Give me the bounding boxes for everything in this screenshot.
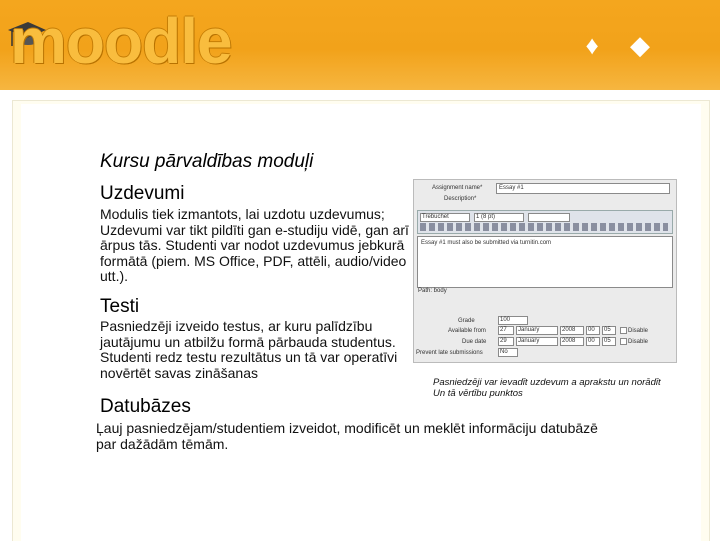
available-disable-label: Disable [628,328,649,334]
due-day-select[interactable]: 29 [498,337,514,346]
format-buttons-row[interactable] [420,223,668,231]
font-select[interactable]: Trebuchet [420,213,470,222]
moodle-logo: moodle [10,5,232,77]
due-year-select[interactable]: 2008 [560,337,584,346]
available-minute-select[interactable]: 05 [602,326,616,335]
due-disable-checkbox[interactable] [620,338,627,345]
editor-toolbar [417,210,673,234]
assignment-name-label: Assignment name* [432,185,483,191]
section-heading-assignments: Uzdevumi [100,183,185,204]
section-text-assignments: Modulis tiek izmantots, lai uzdotu uzdevumus; Uzdevumi var tikt pildīti gan e-studiju vidē, gan arī ārpus tās. Studenti var nodot uzdevumus jebkurā formātā (piem. MS Office, PDF, attēli, audio/video utt.). [100,206,409,284]
available-from-label: Available from [448,328,486,334]
due-date-label: Due date [462,339,487,345]
editor-path: Path: body [418,288,447,294]
due-hour-select[interactable]: 00 [586,337,600,346]
available-month-select[interactable]: January [516,326,558,335]
section-text-tests: Pasniedzēji izveido testus, ar kuru palīdzību jautājumu un atbilžu formā pārbauda studentus. Studenti redz testu rezultātus un tā var operatīvi novērtēt savas zināšanas [100,318,398,381]
section-text-databases: Ļauj pasniedzējam/studentiem izveidot, modificēt un meklēt informāciju datubāzē par dažādām tēmām. [96,420,598,452]
description-editor-area[interactable]: Essay #1 must also be submitted via turnitin.com [417,236,673,288]
available-hour-select[interactable]: 00 [586,326,600,335]
header-bar [0,0,720,90]
size-select[interactable]: 1 (8 pt) [474,213,524,222]
available-year-select[interactable]: 2008 [560,326,584,335]
assignment-name-input[interactable]: Essay #1 [496,183,670,194]
style-select[interactable] [528,213,570,222]
available-day-select[interactable]: 27 [498,326,514,335]
grade-select[interactable]: 100 [498,316,528,325]
prevent-late-select[interactable]: No [498,348,518,357]
caption-line-1: Pasniedzēji var ievadīt uzdevum a aprakstu un norādīt [433,377,661,388]
description-label: Description* [444,196,477,202]
slide-title: Kursu pārvaldības moduļi [100,151,314,172]
section-heading-tests: Testi [100,296,140,317]
slide-nav-glyphs: ♦ ◆ [585,30,662,60]
assignment-form-screenshot [413,179,677,363]
due-minute-select[interactable]: 05 [602,337,616,346]
prevent-late-label: Prevent late submissions [416,350,483,356]
grade-label: Grade [458,318,475,324]
due-month-select[interactable]: January [516,337,558,346]
available-disable-checkbox[interactable] [620,327,627,334]
section-heading-databases: Datubāzes [100,396,191,417]
caption-line-2: Un tā vērtību punktos [433,388,523,399]
due-disable-label: Disable [628,339,649,345]
screenshot-caption [433,377,661,399]
